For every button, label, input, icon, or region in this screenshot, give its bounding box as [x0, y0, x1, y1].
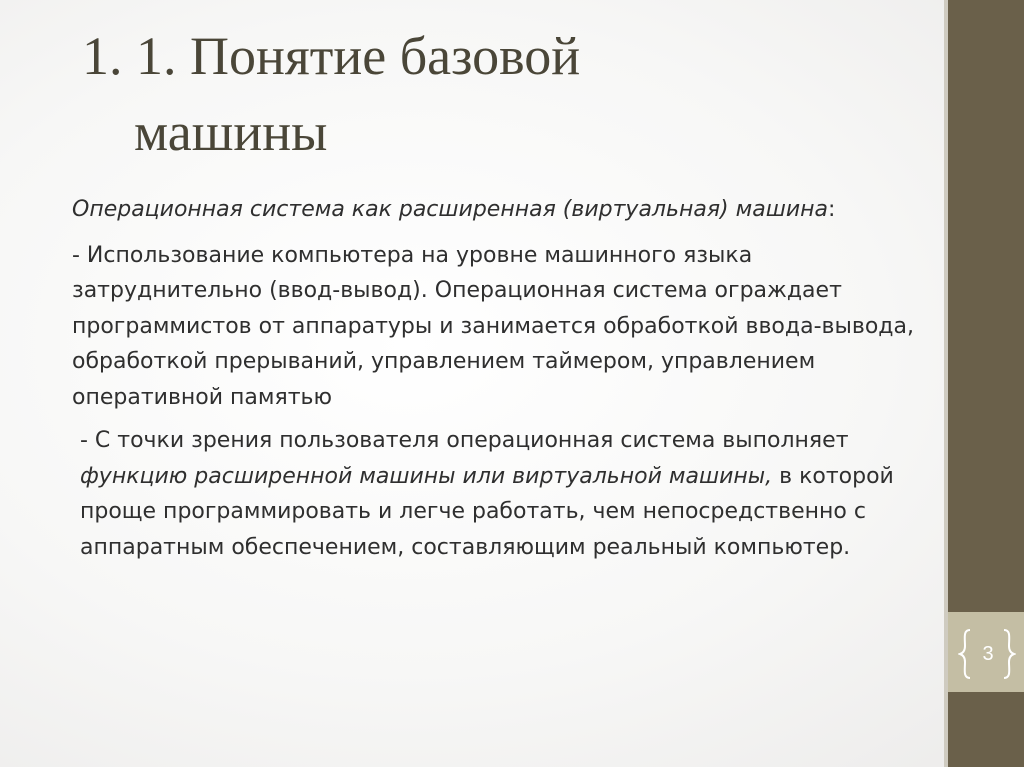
title-line-2: машины [134, 102, 328, 162]
slide-content [72, 192, 932, 565]
paragraph-1: - Использование компьютера на уровне машинного языка затруднительно (ввод-вывод). Операционная система ограждает программистов от аппаратуры и занимается обработкой ввода-вывода, обработкой прерываний, управлением таймером, управлением оперативной памятью [72, 242, 914, 410]
paragraph-2-start: - С точки зрения пользователя операционная система выполняет [80, 428, 849, 453]
slide-title [82, 18, 922, 170]
paragraph-2-italic: функцию расширенной машины или виртуальной машины, [80, 463, 773, 489]
right-brace-icon [1002, 628, 1016, 680]
page-number: 3 [982, 643, 994, 665]
paragraph-2-end: в которой проще программировать и легче работать, чем непосредственно с аппаратным обеспечением, составляющим реальный компьютер. [80, 463, 894, 560]
subtitle [72, 192, 932, 228]
subtitle-italic: Операционная система как расширенная (виртуальная) машина [72, 197, 829, 222]
title-line-1: 1. 1. Понятие базовой [82, 26, 581, 86]
subtitle-colon: : [828, 197, 836, 222]
left-brace-icon [958, 628, 972, 680]
paragraph-2 [72, 423, 932, 565]
